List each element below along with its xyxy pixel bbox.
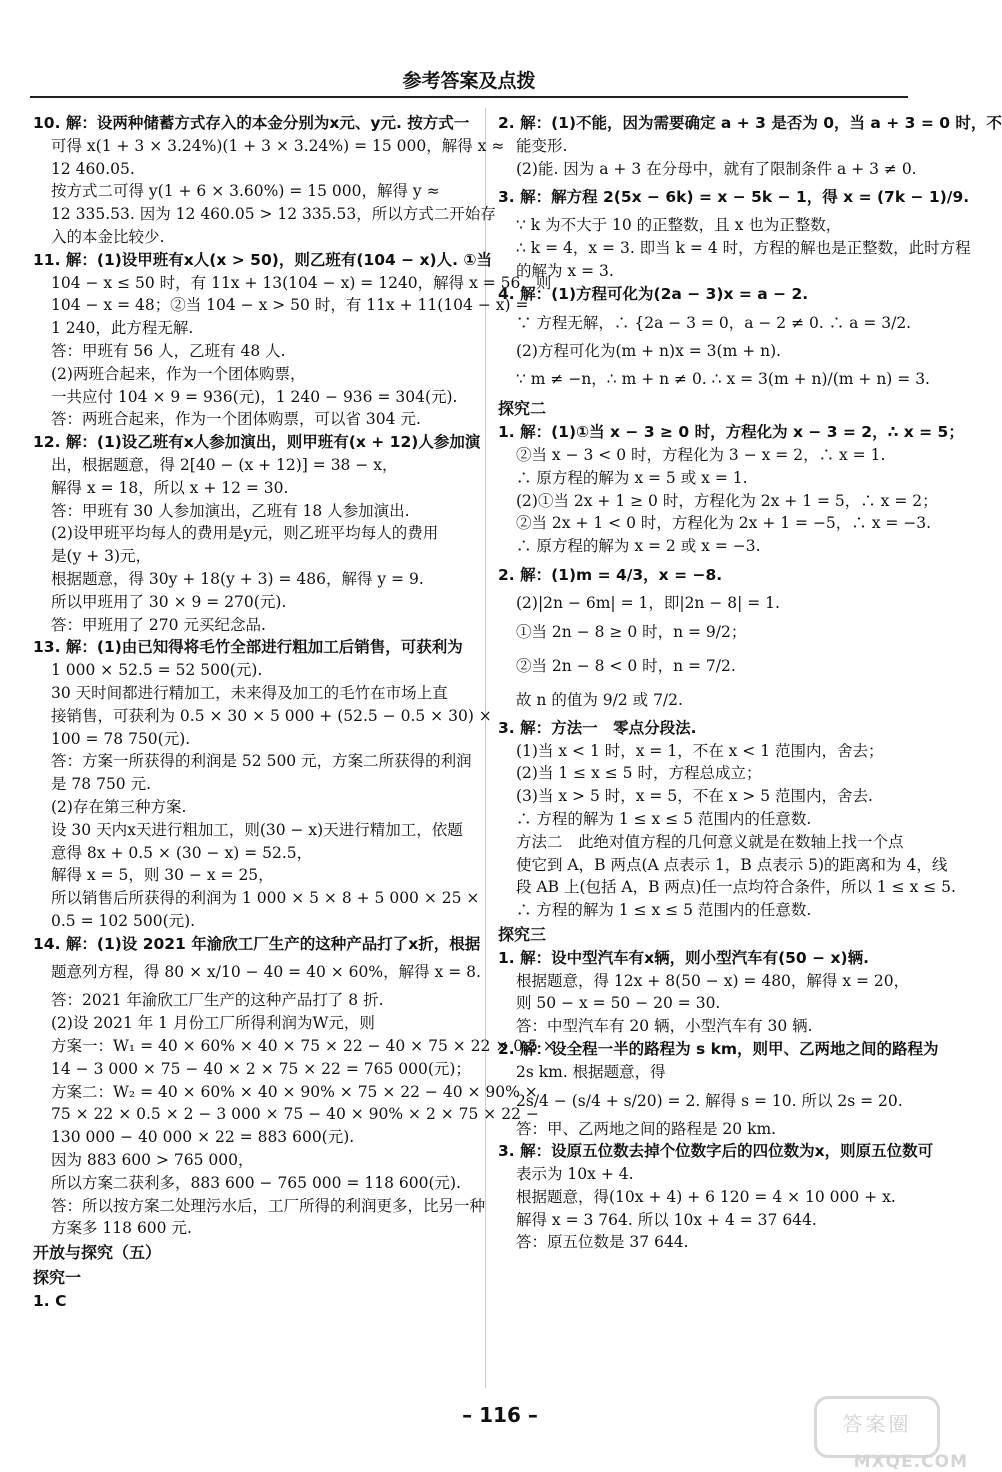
answer-line: (2)方程可化为(m + n)x = 3(m + n). [516, 341, 782, 360]
answer-line: 方案二：W₂ = 40 × 60% × 40 × 90% × 75 × 22 − 40 × 90% × [51, 1082, 538, 1101]
answer-line: 入的本金比较少. [51, 227, 165, 246]
answer-line: 答：甲班用了 270 元买纪念品. [51, 615, 266, 634]
answer-line: 答：甲、乙两地之间的路程是 20 km. [516, 1119, 777, 1138]
answer-line: 104 − x ≤ 50 时，有 11x + 13(104 − x) = 1240，解得 x = 56，则 [51, 273, 552, 292]
section-heading: 开放与探究（五） [33, 1243, 162, 1263]
answer-line: 根据题意，得 30y + 18(y + 3) = 486，解得 y = 9. [51, 569, 424, 588]
answer-line: ∴ 原方程的解为 x = 2 或 x = −3. [516, 537, 761, 556]
answer-line: (2)存在第三种方案. [51, 797, 187, 816]
answer-line: 答：中型汽车有 20 辆，小型汽车有 30 辆. [516, 1017, 813, 1036]
page-number: – 116 – [462, 1403, 538, 1427]
answer-line: 方法二 此绝对值方程的几何意义就是在数轴上找一个点 [516, 832, 904, 851]
answer-line: 解得 x = 18，所以 x + 12 = 30. [51, 478, 289, 497]
answer-line: 是 78 750 元. [51, 775, 152, 794]
answer-line: (2)当 1 ≤ x ≤ 5 时，方程总成立； [516, 764, 762, 783]
question-start: 3. 解：设原五位数去掉个位数字后的四位数为x，则原五位数可 [498, 1142, 934, 1161]
answer-line: 答：所以按方案二处理污水后，工厂所得的利润更多，比另一种 [51, 1196, 486, 1215]
watermark-site: MXQE.COM [853, 1452, 968, 1472]
answer-line: 12 335.53. 因为 12 460.05 > 12 335.53，所以方式二开始存 [51, 205, 496, 224]
answer-line: 75 × 22 × 0.5 × 2 − 3 000 × 75 − 40 × 90% × 2 × 75 × 22 − [51, 1105, 539, 1124]
answer-line: 方案多 118 600 元. [51, 1219, 192, 1238]
question-start: 1. 解：(1)①当 x − 3 ≥ 0 时，方程化为 x − 3 = 2，∴ x = 5； [498, 423, 964, 442]
answer-line: 所以方案二获利多，883 600 − 765 000 = 118 600(元). [51, 1173, 461, 1192]
question-start: 1. 解：设中型汽车有x辆，则小型汽车有(50 − x)辆. [498, 948, 869, 967]
answer-line: 12 460.05. [51, 159, 135, 178]
answer-line: 方案一：W₁ = 40 × 60% × 40 × 75 × 22 − 40 × 75 × 22 × 0.5 × [51, 1037, 556, 1056]
answer-line: ∵ k 为不大于 10 的正整数，且 x 也为正整数， [516, 216, 842, 235]
answer-line: 130 000 − 40 000 × 22 = 883 600(元). [51, 1128, 355, 1147]
answer-line: 能变形. [516, 136, 568, 155]
answer-line: (2)能. 因为 a + 3 在分母中，就有了限制条件 a + 3 ≠ 0. [516, 159, 917, 178]
answer-line: ②当 2x + 1 < 0 时，方程化为 2x + 1 = −5，∴ x = −3. [516, 514, 932, 533]
question-start: 2. 解：(1)m = 4/3，x = −8. [498, 565, 723, 584]
question-start: 2. 解：设全程一半的路程为 s km，则甲、乙两地之间的路程为 [498, 1039, 939, 1058]
answer-line: 一共应付 104 × 9 = 936(元)，1 240 − 936 = 304(元). [51, 387, 458, 406]
answer-line: ②当 2n − 8 < 0 时，n = 7/2. [516, 656, 736, 675]
question-start: 4. 解：(1)方程可化为(2a − 3)x = a − 2. [498, 284, 809, 303]
answer-line: 出，根据题意，得 2[40 − (x + 12)] = 38 − x， [51, 455, 398, 474]
answer-line: (2)设 2021 年 1 月份工厂所得利润为W元，则 [51, 1014, 375, 1033]
answer-line: 根据题意，得(10x + 4) + 6 120 = 4 × 10 000 + x. [516, 1187, 896, 1206]
answer-line: 解得 x = 3 764. 所以 10x + 4 = 37 644. [516, 1210, 817, 1229]
answer-line: 1 000 × 52.5 = 52 500(元). [51, 661, 263, 680]
question-start: 14. 解：(1)设 2021 年渝欣工厂生产的这种产品打了x折，根据 [33, 934, 481, 953]
answer-line: 答：甲班有 30 人参加演出，乙班有 18 人参加演出. [51, 501, 410, 520]
answer-line: ∵ 方程无解，∴ {2a − 3 = 0，a − 2 ≠ 0. ∴ a = 3/2. [516, 313, 912, 332]
answer-line: 104 − x = 48；②当 104 − x > 50 时，有 11x + 11(104 − x) = [51, 296, 529, 315]
answer-line: 是(y + 3)元， [51, 547, 152, 566]
question-start: 12. 解：(1)设乙班有x人参加演出，则甲班有(x + 12)人参加演 [33, 433, 481, 452]
answer-line: 题意列方程，得 80 × x/10 − 40 = 40 × 60%，解得 x = 8. [51, 963, 481, 982]
answer-line: 按方式二可得 y(1 + 6 × 3.60%) = 15 000，解得 y ≈ [51, 182, 440, 201]
section-heading: 探究三 [498, 924, 547, 944]
answer-line: 的解为 x = 3. [516, 261, 614, 280]
answer-line: 可得 x(1 + 3 × 3.24%)(1 + 3 × 3.24%) = 15 000，解得 x ≈ [51, 136, 505, 155]
answer-line: 使它到 A，B 两点(A 点表示 1，B 点表示 5)的距离和为 4，线 [516, 855, 948, 874]
answer-line: 30 天时间都进行精加工，未来得及加工的毛竹在市场上直 [51, 683, 448, 702]
page-title: 参考答案及点拨 [402, 70, 536, 92]
header-divider [30, 96, 908, 98]
answer-line: 根据题意，得 12x + 8(50 − x) = 480，解得 x = 20， [516, 971, 910, 990]
answer-line: ∴ 方程的解为 1 ≤ x ≤ 5 范围内的任意数. [516, 901, 812, 920]
section-heading: 探究二 [498, 399, 547, 419]
question-start: 3. 解：方法一 零点分段法. [498, 718, 697, 737]
answer-line: (2)①当 2x + 1 ≥ 0 时，方程化为 2x + 1 = 5，∴ x = 2； [516, 491, 938, 510]
answer-line: 解得 x = 5，则 30 − x = 25， [51, 866, 274, 885]
section-heading: 探究一 [33, 1268, 82, 1288]
answer-line: 意得 8x + 0.5 × (30 − x) = 52.5， [51, 843, 313, 862]
answer-line: ①当 2n − 8 ≥ 0 时，n = 9/2； [516, 622, 747, 641]
answer-line: (2)设甲班平均每人的费用是y元，则乙班平均每人的费用 [51, 524, 439, 543]
answer-line: (2)|2n − 6m| = 1，即|2n − 8| = 1. [516, 593, 780, 612]
question-start: 13. 解：(1)由已知得将毛竹全部进行粗加工后销售，可获利为 [33, 638, 463, 657]
answer-line: 因为 883 600 > 765 000， [51, 1151, 254, 1170]
question-start: 11. 解：(1)设甲班有x人(x > 50)，则乙班有(104 − x)人. ①当 [33, 250, 493, 269]
answer-line: 所以甲班用了 30 × 9 = 270(元). [51, 592, 287, 611]
answer-line: ∴ k = 4，x = 3. 即当 k = 4 时，方程的解也是正整数，此时方程 [516, 239, 971, 258]
question-start: 1. C [33, 1291, 67, 1310]
answer-line: 100 = 78 750(元). [51, 729, 191, 748]
answer-line: 0.5 = 102 500(元). [51, 911, 196, 930]
question-start: 2. 解：(1)不能，因为需要确定 a + 3 是否为 0，当 a + 3 = 0 时，不 [498, 114, 1002, 132]
answer-line: 故 n 的值为 9/2 或 7/2. [516, 690, 683, 709]
answer-line: ∴ 方程的解为 1 ≤ x ≤ 5 范围内的任意数. [516, 809, 812, 828]
answer-line: 所以销售后所获得的利润为 1 000 × 5 × 8 + 5 000 × 25 × [51, 889, 480, 908]
answer-line: 段 AB 上(包括 A，B 两点)任一点均符合条件，所以 1 ≤ x ≤ 5. [516, 878, 956, 897]
answer-line: (3)当 x > 5 时，x = 5，不在 x > 5 范围内，舍去. [516, 787, 873, 806]
answer-line: 1 240，此方程无解. [51, 319, 194, 338]
answer-line: 2s/4 − (s/4 + s/20) = 2. 解得 s = 10. 所以 2s = 20. [516, 1091, 903, 1110]
answer-line: 则 50 − x = 50 − 20 = 30. [516, 994, 721, 1013]
right-column [498, 112, 1002, 1254]
answer-line: (2)两班合起来，作为一个团体购票， [51, 364, 306, 383]
answer-line: ②当 x − 3 < 0 时，方程化为 3 − x = 2，∴ x = 1. [516, 445, 886, 464]
answer-line: (1)当 x < 1 时，x = 1，不在 x < 1 范围内，舍去； [516, 741, 884, 760]
answer-line: 2s km. 根据题意，得 [516, 1062, 666, 1081]
question-start: 10. 解：设两种储蓄方式存入的本金分别为x元、y元. 按方式一 [33, 114, 470, 132]
answer-line: 表示为 10x + 4. [516, 1165, 634, 1184]
watermark-logo: 答案圈 [814, 1396, 940, 1458]
answer-line: ∵ m ≠ −n，∴ m + n ≠ 0. ∴ x = 3(m + n)/(m + n) = 3. [516, 370, 930, 389]
answer-line: ∴ 原方程的解为 x = 5 或 x = 1. [516, 468, 748, 487]
answer-line: 答：2021 年渝欣工厂生产的这种产品打了 8 折. [51, 991, 384, 1010]
answer-line: 设 30 天内x天进行粗加工，则(30 − x)天进行精加工，依题 [51, 820, 463, 839]
answer-line: 14 − 3 000 × 75 − 40 × 2 × 75 × 22 = 765 000(元)； [51, 1059, 471, 1078]
answer-line: 答：两班合起来，作为一个团体购票，可以省 304 元. [51, 410, 421, 429]
question-start: 3. 解：解方程 2(5x − 6k) = x − 5k − 1，得 x = (7k − 1)/9. [498, 188, 970, 207]
answer-line: 答：方案一所获得的利润是 52 500 元，方案二所获得的利润 [51, 752, 472, 771]
answer-line: 答：原五位数是 37 644. [516, 1233, 689, 1252]
answer-line: 答：甲班有 56 人，乙班有 48 人. [51, 341, 286, 360]
answer-line: 接销售，可获利为 0.5 × 30 × 5 000 + (52.5 − 0.5 × 30) × [51, 706, 492, 725]
